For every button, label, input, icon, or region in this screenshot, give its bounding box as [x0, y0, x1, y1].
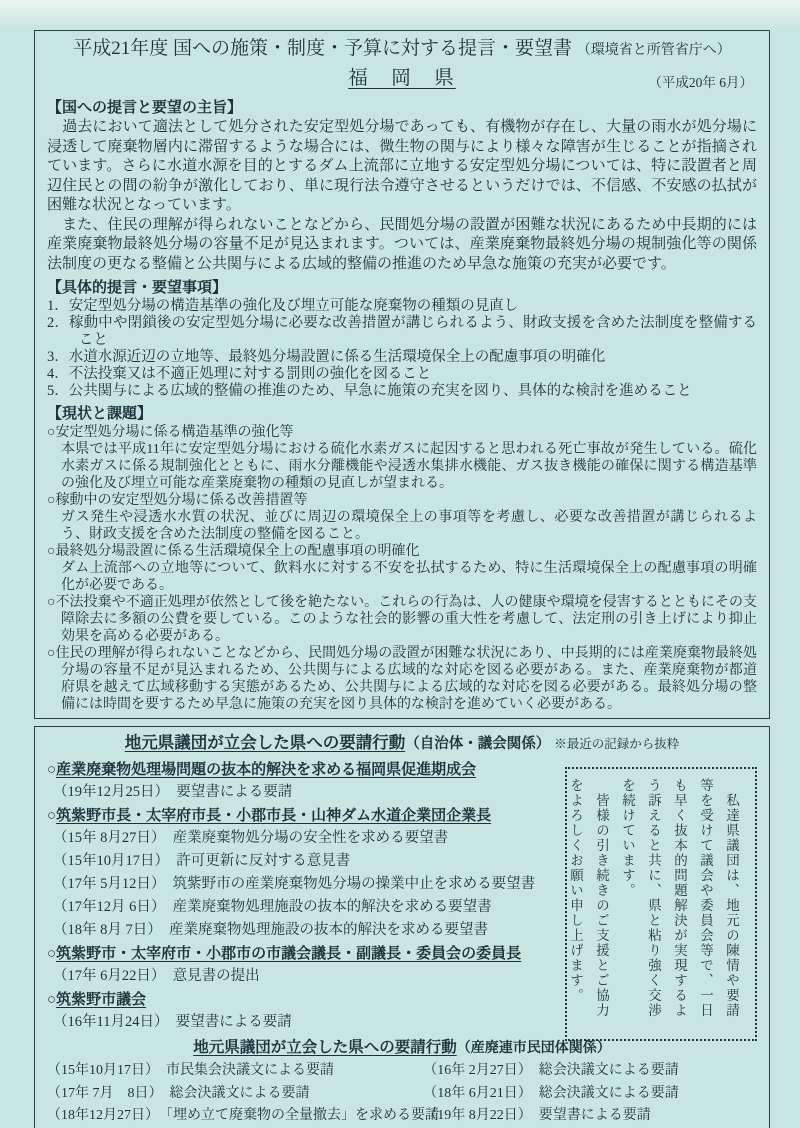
- issue-item-lead: ○稼動中の安定型処分場に係る改善措置等: [47, 493, 308, 508]
- petition-entry-date: （16年 2月27日）: [423, 1063, 532, 1078]
- petition-box-title-note: ※最近の記録から抜粋: [554, 737, 680, 751]
- section-heading-proposals: 【具体的提言・要望事項】: [47, 279, 228, 296]
- petition-entry-text: 意見書の提出: [172, 968, 260, 984]
- issue-item-body: ダム上流部への立地等について、飲料水に対する不安を払拭するため、特に生活環境保全上の配慮事項の明確化が必要である。: [61, 561, 757, 593]
- petition-entry-text: 市民集会決議文による要請: [166, 1063, 334, 1078]
- petition-entry: [47, 1083, 423, 1106]
- petition-entry-date: （19年 8月22日）: [423, 1108, 532, 1123]
- issue-item: [47, 424, 757, 492]
- petition-entry-date: （17年 7月 8日）: [47, 1085, 163, 1101]
- petition-entry-text: 産業廃棄物処分場の安全性を求める要望書: [172, 830, 449, 846]
- proposal-box: [34, 30, 770, 719]
- petition-entry-date: （16年11月24日）: [53, 1014, 169, 1030]
- petition-entry-text: 総会決議文による要請: [538, 1063, 679, 1078]
- petition-entry: [47, 827, 577, 850]
- petition-entry: [47, 873, 577, 896]
- petition-box-title-main: 地元県議団が立会した県への要請行動: [124, 734, 406, 752]
- petition-entry-date: （18年12月27日）: [47, 1108, 159, 1123]
- petition-entry-date: （17年 6月22日）: [53, 968, 166, 984]
- issue-item-lead: ○安定型処分場に係る構造基準の強化等: [47, 425, 294, 440]
- petition-entry-date: （18年 8月 7日）: [53, 922, 162, 938]
- proposal-item: 3．水道水源近辺の立地等、最終処分場設置に係る生活環境保全上の配慮事項の明確化: [47, 349, 606, 365]
- proposal-item: 2．稼動中や閉鎖後の安定型処分場に必要な改善措置が講じられるよう、財政支援を含めた法制度を整備すること: [47, 315, 757, 348]
- issue-date: （平成20年 6月）: [648, 75, 753, 90]
- issue-item-lead: ○最終処分場設置に係る生活環境保全上の配慮事項の明確化: [47, 544, 420, 559]
- vertical-appeal-note: [565, 767, 757, 1041]
- petition-entry: [47, 1011, 577, 1034]
- petition-group-name: ○筑紫野市・太宰府市・小郡市の市議会議長・副議長・委員会の委員長: [47, 945, 522, 962]
- petition-box-title: [47, 731, 757, 756]
- petition-entry-text: 産業廃棄物処理施設の抜本的解決を求める要望書: [169, 922, 488, 938]
- petition-entry-text: 要望書による要請: [175, 1014, 292, 1030]
- issue-item: [47, 594, 757, 645]
- issue-item: [47, 645, 757, 713]
- petition-entry-text: 要望書による要請: [176, 784, 293, 800]
- petition-entry-date: （17年 5月12日）: [53, 876, 166, 892]
- petition-entry: [47, 781, 577, 804]
- petition-group: [47, 942, 577, 988]
- petition-entry-text: 総会決議文による要請: [538, 1085, 679, 1101]
- petition-box-subtitle-paren: （産廃連市民団体関係）: [456, 1039, 611, 1055]
- issue-item-lead: ○不法投棄や不適正処理が依然として後を絶たない。これらの行為は、人の健康や環境を侵害するとともにその支障除去に多額の公費を要している。このような社会的影響の重大性を考慮して、法定刑の引き上げにより抑止効果を高める必要がある。: [47, 595, 757, 644]
- petition-group-name: ○産業廃棄物処理場問題の抜本的解決を求める福岡県促進期成会: [47, 761, 477, 778]
- petition-entry-text: 筑紫野市の産業廃棄物処分場の操業中止を求める要望書: [172, 876, 536, 892]
- circle-marker: ○: [47, 945, 57, 962]
- proposal-item: 5．公共関与による広域的整備の推進のため、早急に施策の充実を図り、具体的な検討を進めること: [47, 383, 692, 399]
- purpose-paragraph: また、住民の理解が得られないことなどから、民間処分場の設置が困難な状況にあるため中長期的には産業廃棄物最終処分場の容量不足が見込まれます。ついては、産業廃棄物最終処分場の規制強化等の関係法制度の更なる整備と公共関与による広域的整備の推進のため早急な施策の充実が必要です。: [47, 216, 757, 272]
- petition-entry-text: 総会決議文による要請: [169, 1085, 310, 1101]
- petition-entry-text: 産業廃棄物処理施設の抜本的解決を求める要望書: [172, 899, 492, 915]
- petition-entry: [47, 1105, 439, 1128]
- issue-item: [47, 492, 757, 543]
- vertical-appeal-paragraph: 私達県議団は、地元の陳情や要請等を受けて議会や委員会等で、一日も早く抜本的問題解決が実現するよう訴えると共に、県と粘り強く交渉を続けています。: [620, 778, 739, 1018]
- petition-entry: [47, 1060, 423, 1083]
- petition-group-name: ○筑紫野市長・太宰府市長・小郡市長・山神ダム水道企業団企業長: [47, 807, 492, 824]
- document-title: [47, 35, 757, 64]
- prefecture-name: 福 岡 県: [348, 68, 456, 89]
- petition-group: [47, 988, 577, 1034]
- issue-item-lead: ○住民の理解が得られないことなどから、民間処分場の設置が困難な状況にあり、中長期的には産業廃棄物最終処分場の容量不足が見込まれるため、公共関与による広域的な対応を図る必要がある。また、産業廃棄物が都道府県を越えて広域移動する実態があるため、公共関与による広域的な対応を図る必要がある。最終処分場の整備には時間を要するため早急に施策の充実を図り具体的な検討を進めていく必要がある。: [47, 646, 757, 712]
- petition-group: [47, 758, 577, 804]
- issue-item-body: 本県では平成11年に安定型処分場における硫化水素ガスに起因すると思われる死亡事故が発生している。硫化水素ガスに係る規制強化とともに、雨水分離機能や浸透水集排水機能、ガス抜き機能の確保に関する構造基準の強化及び埋立可能な産業廃棄物の種類の見直しが望まれる。: [61, 442, 757, 491]
- petition-entry: [47, 965, 577, 988]
- proposal-item: 4．不法投棄又は不適正処理に対する罰則の強化を図ること: [47, 366, 432, 382]
- petition-groups-list: [47, 758, 577, 1034]
- circle-marker: ○: [47, 761, 57, 778]
- petition-box-subtitle-main: 地元県議団が立会した県への要請行動: [193, 1039, 457, 1056]
- petition-group: [47, 804, 577, 942]
- issue-item: [47, 543, 757, 594]
- petition-entry-date: （18年 6月21日）: [423, 1085, 532, 1101]
- vertical-appeal-paragraph: 皆様の引き続きのご支援とご協力をよろしくお願い申し上げます。: [568, 778, 609, 1018]
- petition-box-title-paren: （自治体・議会関係）: [405, 736, 551, 752]
- section-heading-purpose: 【国への提言と要望の主旨】: [47, 99, 243, 116]
- petition-entry: [423, 1083, 757, 1106]
- petition-entry-date: （17年12月 6日）: [53, 899, 166, 915]
- citizen-group-entries: [47, 1060, 757, 1128]
- petition-entry: [47, 896, 577, 919]
- petition-entry-text: 「埋め立て廃棄物の全量撤去」を求める要請: [166, 1108, 439, 1123]
- petition-entry: [423, 1105, 757, 1128]
- document-title-main: 平成21年度 国への施策・制度・予算に対する提言・要望書: [73, 38, 572, 59]
- section-heading-issues: 【現状と課題】: [47, 405, 153, 422]
- petition-entry-date: （15年10月17日）: [53, 853, 169, 869]
- proposal-item: 1．安定型処分場の構造基準の強化及び埋立可能な廃棄物の種類の見直し: [47, 298, 519, 314]
- circle-marker: ○: [47, 991, 57, 1008]
- issue-item-body: ガス発生や浸透水水質の状況、並びに周辺の環境保全上の事項等を考慮し、必要な改善措置が講じられるよう、財政支援を含めた法制度の整備を図ること。: [61, 510, 757, 542]
- petition-entry-date: （19年12月25日）: [53, 784, 169, 800]
- petition-entry-text: 要望書による要請: [538, 1108, 651, 1123]
- petition-group-name: ○筑紫野市議会: [47, 991, 147, 1008]
- petition-entry-date: （15年 8月27日）: [53, 830, 166, 846]
- petition-entry: [423, 1060, 757, 1083]
- document-title-addressee: （環境省と所管省庁へ）: [576, 43, 731, 58]
- petition-entry: [47, 850, 577, 873]
- purpose-paragraph: 過去において適法として処分された安定型処分場であっても、有機物が存在し、大量の雨水が処分場に浸透して廃棄物層内に滞留するような場合には、微生物の関与により様々な障害が生じることが指摘されています。さらに水道水源を目的とするダム上流部に立地する安定型処分場については、特に設置者と周辺住民との間の紛争が激化しており、単に現行法令遵守させるというだけでは、不信感、不安感の払拭が困難な状況となっています。: [47, 119, 757, 213]
- petition-entry-date: （15年10月17日）: [47, 1063, 159, 1078]
- prefecture-line: [47, 64, 757, 94]
- petition-actions-box: [34, 726, 770, 1128]
- petition-entry: [47, 919, 577, 942]
- circle-marker: ○: [47, 807, 57, 824]
- petition-entry-text: 許可更新に反対する意見書: [176, 853, 351, 869]
